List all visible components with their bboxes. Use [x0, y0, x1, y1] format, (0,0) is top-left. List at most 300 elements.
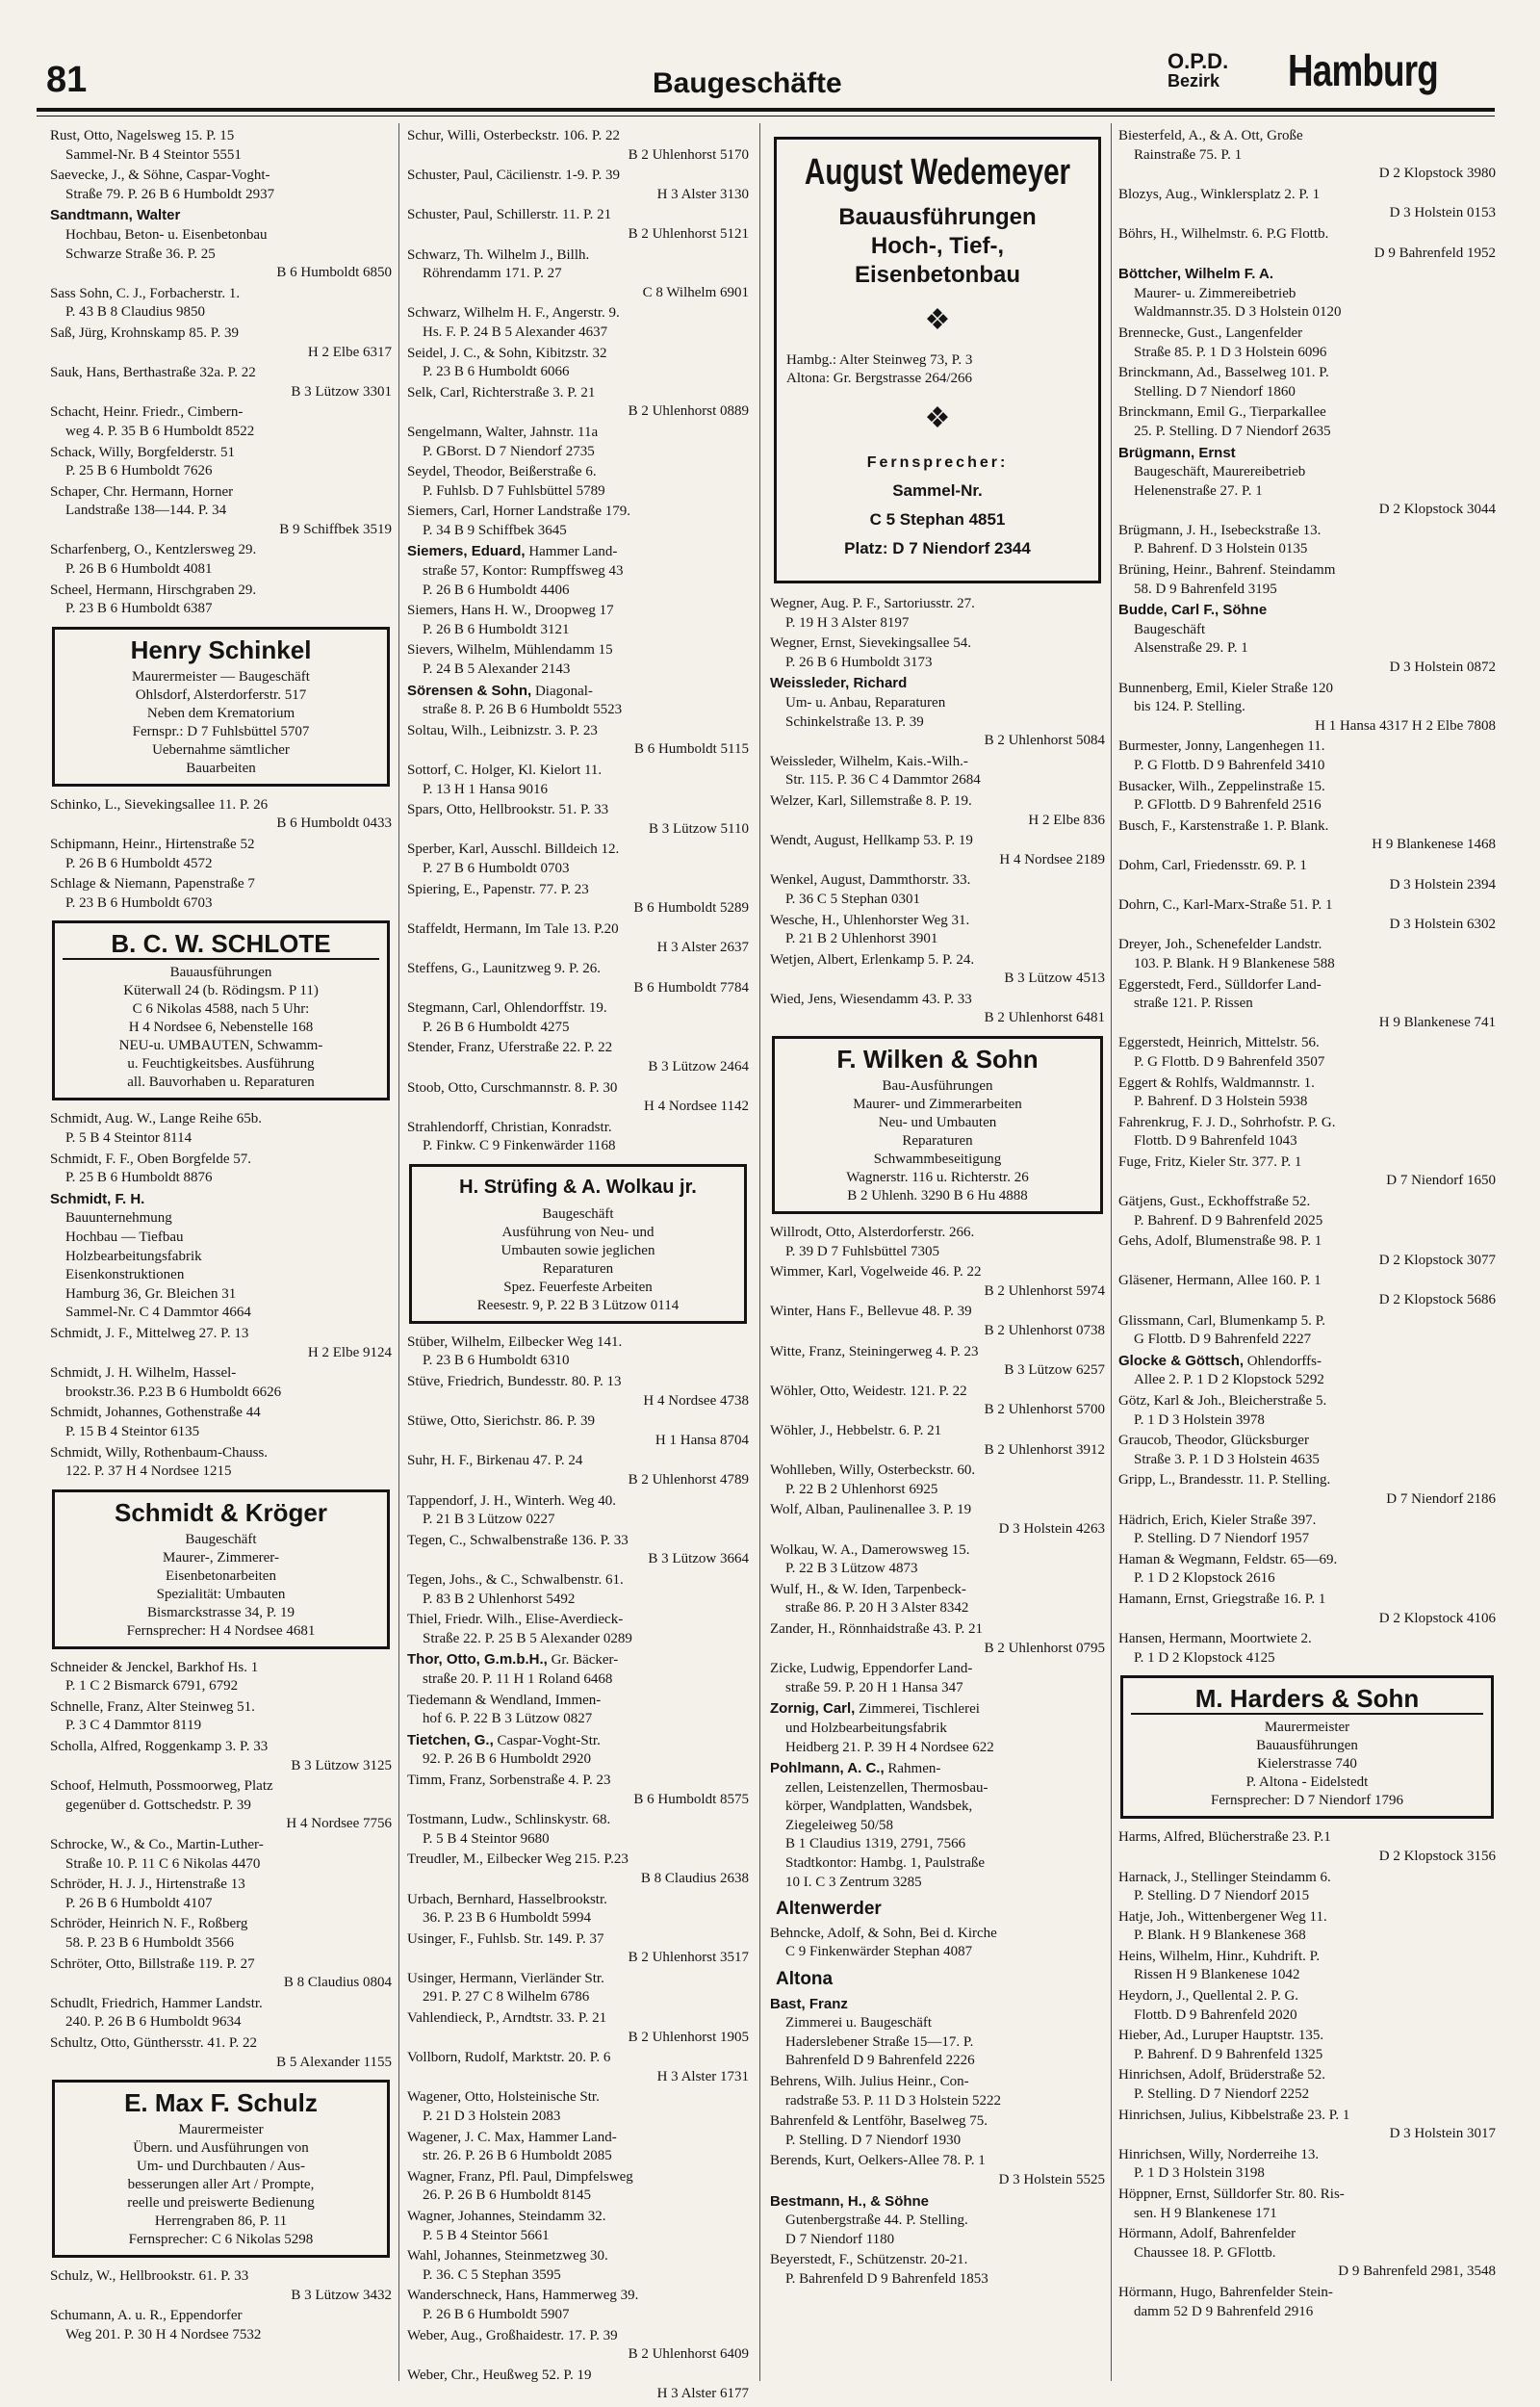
- directory-entry: [50, 403, 392, 441]
- entry-name: Bunnenberg, Emil, Kieler Straße 120: [1118, 680, 1334, 696]
- directory-entry: [50, 541, 392, 579]
- advert-box: [52, 2080, 390, 2258]
- entry-line: 240. P. 26 B 6 Humboldt 9634: [65, 2014, 242, 2031]
- entry-line: 25. P. Stelling. D 7 Niendorf 2635: [1134, 423, 1331, 439]
- entry-name: Brüning, Heinr., Bahrenf. Steindamm: [1118, 562, 1336, 579]
- entry-name: Weissleder, Wilhelm, Kais.-Wilh.-: [770, 753, 968, 769]
- entry-name: Schinko, L., Sievekingsallee 11. P. 26: [50, 796, 269, 813]
- region-line-1: O.P.D.: [1168, 49, 1229, 73]
- entry-line: P. 21 D 3 Holstein 2083: [423, 2109, 561, 2125]
- entry-name: Treudler, M., Eilbecker Weg 215. P.23: [407, 1851, 629, 1868]
- entry-line: 36. P. 23 B 6 Humboldt 5994: [423, 1910, 592, 1927]
- advert-line: Bau-Ausführungen: [882, 1078, 993, 1095]
- directory-entry: [50, 1915, 392, 1953]
- directory-entry: [1118, 1272, 1496, 1309]
- directory-entry: [770, 1383, 1105, 1420]
- entry-line: brookstr.36. P.23 B 6 Humboldt 6626: [65, 1384, 282, 1400]
- directory-entry: [770, 634, 1105, 672]
- directory-entry: [407, 2247, 749, 2285]
- directory-entry: [50, 2267, 392, 2305]
- directory-entry: [407, 463, 749, 501]
- entry-line: Baugeschäft, Maurereibetrieb: [1134, 464, 1306, 480]
- entry-name: Biesterfeld, A., & A. Ott, Große: [1118, 128, 1303, 143]
- entry-name: Wesche, H., Uhlenhorster Weg 31.: [770, 912, 970, 928]
- advert-line: Küterwall 24 (b. Rödingsm. P 11): [123, 983, 319, 999]
- page-number: 81: [46, 60, 88, 100]
- directory-entry: [407, 384, 749, 422]
- entry-line: Straße 22. P. 25 B 5 Alexander 0289: [423, 1630, 632, 1646]
- entry-name: Vollborn, Rudolf, Marktstr. 20. P. 6: [407, 2050, 611, 2066]
- directory-entry: [1118, 444, 1496, 520]
- entry-name: Dohm, Carl, Friedensstr. 69. P. 1: [1118, 857, 1307, 873]
- entry-line: Haderslebener Straße 15—17. P.: [785, 2033, 974, 2050]
- directory-entry: [50, 1876, 392, 1913]
- directory-entry: [1118, 1471, 1496, 1509]
- entry-line: P. 36. C 5 Stephan 3595: [423, 2266, 561, 2283]
- entry-name: Thiel, Friedr. Wilh., Elise-Averdieck-: [407, 1612, 624, 1628]
- entry-phone: D 3 Holstein 3017: [1389, 2126, 1496, 2142]
- directory-entry: [770, 753, 1105, 790]
- directory-entry: [50, 1995, 392, 2032]
- entry-phone: B 3 Lützow 2464: [648, 1058, 749, 1074]
- entry-name: Brennecke, Gust., Langenfelder: [1118, 324, 1303, 341]
- directory-entry: [770, 2073, 1105, 2110]
- directory-entry: [50, 1836, 392, 1874]
- entry-name-bold: Schmidt, F. H.: [50, 1190, 145, 1207]
- entry-name-rest: Zimmerei, Tischlerei: [855, 1701, 980, 1718]
- entry-line: Um- u. Anbau, Reparaturen: [785, 694, 946, 711]
- directory-entry: [50, 1444, 392, 1482]
- advert-line: Reesestr. 9, P. 22 B 3 Lützow 0114: [476, 1297, 680, 1313]
- advert-line: Schwammbeseitigung: [873, 1152, 1002, 1168]
- entry-name: [50, 1190, 392, 1210]
- entry-phone: B 3 Lützow 5110: [648, 820, 749, 837]
- directory-entry: [770, 1501, 1105, 1539]
- directory-entry: [407, 1333, 749, 1371]
- directory-entry: [1118, 680, 1496, 737]
- entry-name: [770, 1995, 1105, 2015]
- directory-entry: [1118, 364, 1496, 401]
- advert-line: Bismarckstrasse 34, P. 19: [147, 1604, 295, 1620]
- entry-line: straße 59. P. 20 H 1 Hansa 347: [785, 1679, 963, 1695]
- directory-entry: [1118, 127, 1496, 184]
- advert-line: Maurermeister — Baugeschäft: [132, 668, 310, 685]
- entry-line: körper, Wandplatten, Wandsbek,: [785, 1799, 973, 1815]
- entry-name: Spars, Otto, Hellbrookstr. 51. P. 33: [407, 802, 609, 818]
- directory-entry: [1118, 186, 1496, 223]
- entry-phone: B 2 Uhlenhorst 1905: [628, 2029, 749, 2045]
- directory-entry: [770, 1303, 1105, 1340]
- entry-name: Hamann, Ernst, Griegstraße 16. P. 1: [1118, 1591, 1326, 1607]
- entry-phone: B 8 Claudius 2638: [640, 1870, 749, 1886]
- entry-line: P. GFlottb. D 9 Bahrenfeld 2516: [1134, 797, 1322, 814]
- entry-name: Schack, Willy, Borgfelderstr. 51: [50, 444, 236, 460]
- directory-entry: [50, 875, 392, 913]
- entry-line: P. 1 D 3 Holstein 3978: [1134, 1411, 1265, 1428]
- entry-name: Weber, Aug., Großhaidestr. 17. P. 39: [407, 2327, 618, 2343]
- entry-name: Eggerstedt, Ferd., Sülldorfer Land-: [1118, 976, 1322, 993]
- entry-phone: B 6 Humboldt 0433: [276, 815, 392, 832]
- advert-address: Altona: Gr. Bergstrasse 264/266: [786, 371, 973, 386]
- entry-line: G Flottb. D 9 Bahrenfeld 2227: [1134, 1332, 1312, 1348]
- directory-entry: [407, 2009, 749, 2047]
- entry-phone: D 9 Bahrenfeld 1952: [1373, 245, 1496, 261]
- entry-name: Stüber, Wilhelm, Eilbecker Weg 141.: [407, 1333, 623, 1350]
- advert-line: besserungen aller Art / Prompte,: [127, 2177, 315, 2193]
- directory-entry: [1118, 601, 1496, 677]
- entry-name: [770, 674, 1105, 694]
- entry-name: Sottorf, C. Holger, Kl. Kielort 11.: [407, 763, 603, 778]
- entry-name: [407, 682, 749, 702]
- entry-phone: D 2 Klopstock 3044: [1378, 502, 1496, 518]
- advert-line: B 2 Uhlenh. 3290 B 6 Hu 4888: [847, 1188, 1028, 1204]
- entry-name: Usinger, Hermann, Vierländer Str.: [407, 1970, 604, 1986]
- entry-name: Bahrenfeld & Lentföhr, Baselweg 75.: [770, 2113, 988, 2130]
- page-title: Baugeschäfte: [653, 67, 842, 99]
- entry-line: Röhrendamm 171. P. 27: [423, 266, 562, 282]
- entry-phone: B 3 Lützow 3125: [291, 1757, 392, 1773]
- directory-entry: [770, 1581, 1105, 1618]
- entry-line: P. Finkw. C 9 Finkenwärder 1168: [423, 1138, 616, 1154]
- entry-name: Selk, Carl, Richterstraße 3. P. 21: [407, 384, 596, 401]
- entry-name-bold: Brügmann, Ernst: [1118, 444, 1236, 461]
- entry-line: P. 26 B 6 Humboldt 4572: [65, 855, 213, 871]
- section-heading: Altenwerder: [776, 1899, 882, 1920]
- directory-entry: [50, 1325, 392, 1362]
- entry-line: Waldmannstr.35. D 3 Holstein 0120: [1134, 304, 1342, 321]
- directory-entry: [50, 167, 392, 204]
- entry-line: 103. P. Blank. H 9 Blankenese 588: [1134, 955, 1335, 971]
- directory-entry: [50, 1698, 392, 1736]
- directory-entry: [1118, 1908, 1496, 1946]
- entry-name: Willrodt, Otto, Alsterdorferstr. 266.: [770, 1225, 975, 1241]
- entry-phone: B 2 Uhlenhorst 5121: [628, 225, 749, 242]
- entry-line: P. G Flottb. D 9 Bahrenfeld 3410: [1134, 758, 1325, 773]
- entry-name: Wegner, Ernst, Sievekingsallee 54.: [770, 635, 971, 652]
- directory-entry: [1118, 1392, 1496, 1430]
- entry-name: Soltau, Wilh., Leibnizstr. 3. P. 23: [407, 722, 598, 738]
- entry-phone: B 2 Uhlenhorst 0738: [984, 1323, 1105, 1339]
- advert-title: August Wedemeyer: [804, 152, 1071, 193]
- entry-name: Sauk, Hans, Berthastraße 32a. P. 22: [50, 365, 256, 381]
- entry-name: [1118, 265, 1496, 285]
- entry-name: Schuster, Paul, Cäcilienstr. 1-9. P. 39: [407, 168, 621, 184]
- entry-name: Graucob, Theodor, Glücksburger: [1118, 1433, 1309, 1449]
- entry-line: Eisenkonstruktionen: [65, 1267, 185, 1283]
- directory-entry: [770, 912, 1105, 949]
- advert-box: [1120, 1675, 1494, 1819]
- directory-entry: [50, 1659, 392, 1696]
- directory-entry: [50, 582, 392, 619]
- directory-entry: [50, 1110, 392, 1148]
- entry-phone: B 2 Uhlenhorst 3517: [628, 1950, 749, 1966]
- entry-name: Schröder, Heinrich N. F., Roßberg: [50, 1916, 248, 1932]
- entry-line: Stelling. D 7 Niendorf 1860: [1134, 383, 1296, 400]
- column-divider: [398, 123, 399, 2381]
- directory-entry: [1118, 1591, 1496, 1628]
- entry-name: [770, 1699, 1105, 1720]
- entry-line: P. 26 B 6 Humboldt 4406: [423, 582, 570, 598]
- directory-entry: [50, 1738, 392, 1775]
- entry-line: P. 22 B 3 Lützow 4873: [785, 1561, 918, 1577]
- entry-phone: B 3 Lützow 3664: [648, 1551, 749, 1567]
- directory-entry: [770, 674, 1105, 750]
- directory-entry: [407, 503, 749, 540]
- directory-entry: [770, 1422, 1105, 1460]
- entry-line: 92. P. 26 B 6 Humboldt 2920: [423, 1751, 592, 1768]
- directory-entry: [407, 1970, 749, 2007]
- entry-name: Harnack, J., Stellinger Steindamm 6.: [1118, 1869, 1331, 1885]
- entry-line: P. 26 B 6 Humboldt 4107: [65, 1895, 213, 1911]
- directory-entry: [407, 682, 749, 720]
- entry-line: P. Blank. H 9 Blankenese 368: [1134, 1928, 1306, 1944]
- entry-name: Fahrenkrug, F. J. D., Sohrhofstr. P. G.: [1118, 1114, 1336, 1130]
- entry-phone: D 3 Holstein 2394: [1389, 876, 1496, 893]
- directory-entry: [1118, 738, 1496, 775]
- entry-name: Stender, Franz, Uferstraße 22. P. 22: [407, 1040, 613, 1056]
- entry-phone: D 3 Holstein 0872: [1389, 660, 1496, 676]
- entry-line: P. 21 B 2 Uhlenhorst 3901: [785, 931, 938, 947]
- section-heading: Altona: [776, 1969, 834, 1990]
- entry-line: P. 26 B 6 Humboldt 5907: [423, 2306, 570, 2322]
- entry-phone: H 9 Blankenese 741: [1378, 1014, 1496, 1030]
- directory-entry: [407, 542, 749, 600]
- column-2: [407, 127, 749, 2406]
- entry-name: Gläsener, Hermann, Allee 160. P. 1: [1118, 1273, 1322, 1289]
- column-divider: [1111, 123, 1112, 2381]
- advert-title: E. Max F. Schulz: [124, 2088, 318, 2118]
- entry-line: P. 43 B 8 Claudius 9850: [65, 304, 206, 321]
- entry-line: P. 1 D 2 Klopstock 4125: [1134, 1649, 1275, 1666]
- entry-phone: D 3 Holstein 6302: [1389, 916, 1496, 932]
- advert-line: Bauausführungen: [169, 965, 272, 981]
- entry-name: [1118, 601, 1496, 621]
- entry-line: Allee 2. P. 1 D 2 Klopstock 5292: [1134, 1372, 1324, 1388]
- entry-line: Rainstraße 75. P. 1: [1134, 146, 1243, 163]
- entry-name: Seydel, Theodor, Beißerstraße 6.: [407, 464, 597, 480]
- entry-line: P. Bahrenf. D 9 Bahrenfeld 1325: [1134, 2046, 1323, 2062]
- page-header: [37, 27, 1500, 102]
- entry-name: Böhrs, H., Wilhelmstr. 6. P.G Flottb.: [1118, 225, 1329, 242]
- entry-name-rest: Ohlendorffs-: [1244, 1353, 1322, 1369]
- entry-name: Stüwe, Otto, Sierichstr. 86. P. 39: [407, 1413, 596, 1430]
- directory-entry: [770, 2112, 1105, 2150]
- directory-entry: [1118, 1114, 1496, 1152]
- directory-entry: [407, 1692, 749, 1729]
- directory-entry: [1118, 817, 1496, 855]
- directory-entry: [50, 285, 392, 323]
- entry-name: Scharfenberg, O., Kentzlersweg 29.: [50, 542, 257, 558]
- entry-line: P. 23 B 6 Humboldt 6703: [65, 894, 213, 911]
- entry-line: P. 3 C 4 Dammtor 8119: [65, 1718, 202, 1734]
- entry-line: Straße 10. P. 11 C 6 Nikolas 4470: [65, 1855, 261, 1872]
- entry-line: Gutenbergstraße 44. P. Stelling.: [785, 2213, 968, 2229]
- entry-name-bold: Siemers, Eduard,: [407, 543, 526, 560]
- directory-entry: [1118, 1312, 1496, 1350]
- advert-subtitle: Hoch-, Tief-,: [870, 233, 1005, 259]
- directory-entry: [407, 2208, 749, 2245]
- entry-name: Schoof, Helmuth, Possmoorweg, Platz: [50, 1778, 273, 1795]
- entry-name: Stüve, Friedrich, Bundesstr. 80. P. 13: [407, 1374, 622, 1390]
- entry-name: Saß, Jürg, Krohnskamp 85. P. 39: [50, 324, 239, 341]
- advert-line: Bauausführungen: [1256, 1738, 1358, 1754]
- entry-name-rest: Diagonal-: [531, 683, 593, 699]
- directory-entry: [407, 2168, 749, 2206]
- entry-phone: H 2 Elbe 6317: [307, 344, 392, 360]
- entry-line: Holzbearbeitungsfabrik: [65, 1248, 202, 1264]
- entry-name: Wöhler, J., Hebbelstr. 6. P. 21: [770, 1423, 942, 1438]
- entry-line: B 1 Claudius 1319, 2791, 7566: [785, 1836, 966, 1852]
- entry-name: Wied, Jens, Wiesendamm 43. P. 33: [770, 991, 972, 1007]
- entry-name: Brinckmann, Emil G., Tierparkallee: [1118, 404, 1326, 421]
- entry-phone: D 2 Klopstock 3077: [1378, 1252, 1496, 1268]
- entry-name-bold: Sandtmann, Walter: [50, 207, 181, 224]
- entry-name: Heins, Wilhelm, Hinr., Kuhdrift. P.: [1118, 1948, 1321, 1964]
- entry-name: Fuge, Fritz, Kieler Str. 377. P. 1: [1118, 1153, 1302, 1170]
- entry-name: Schmidt, J. F., Mittelweg 27. P. 13: [50, 1325, 249, 1341]
- directory-entry: [770, 1343, 1105, 1381]
- entry-name: Hörmann, Adolf, Bahrenfelder: [1118, 2226, 1296, 2242]
- entry-phone: B 3 Lützow 3301: [291, 383, 392, 400]
- entry-phone: H 3 Alster 1731: [656, 2068, 749, 2084]
- entry-name: Schrocke, W., & Co., Martin-Luther-: [50, 1837, 264, 1853]
- directory-entry: [407, 304, 749, 342]
- advert-box: [52, 1489, 390, 1649]
- directory-entry: [1118, 324, 1496, 362]
- entry-line: P. 27 B 6 Humboldt 0703: [423, 860, 570, 876]
- directory-entry: [50, 2034, 392, 2072]
- advert-line: Wagnerstr. 116 u. Richterstr. 26: [846, 1170, 1029, 1186]
- entry-phone: D 7 Niendorf 1650: [1386, 1173, 1496, 1189]
- advert-line: Ohlsdorf, Alsterdorferstr. 517: [135, 686, 307, 703]
- entry-phone: D 3 Holstein 4263: [998, 1520, 1105, 1537]
- entry-line: Straße 85. P. 1 D 3 Holstein 6096: [1134, 344, 1327, 360]
- entry-line: P. 23 B 6 Humboldt 6066: [423, 364, 570, 380]
- directory-entry: [1118, 2186, 1496, 2223]
- entry-line: hof 6. P. 22 B 3 Lützow 0827: [423, 1711, 593, 1727]
- advert-box: [52, 627, 390, 787]
- directory-entry: [770, 871, 1105, 909]
- entry-line: Maurer- u. Zimmereibetrieb: [1134, 285, 1296, 301]
- directory-entry: [1118, 1869, 1496, 1906]
- entry-line: P. 26 B 6 Humboldt 4275: [423, 1019, 570, 1035]
- entry-name: Zander, H., Rönnhaidstraße 43. P. 21: [770, 1620, 984, 1637]
- directory-entry: [407, 2367, 749, 2404]
- entry-phone: H 1 Hansa 4317 H 2 Elbe 7808: [1315, 717, 1496, 734]
- entry-line: P. 36 C 5 Stephan 0301: [785, 891, 921, 907]
- entry-name: [407, 1650, 749, 1670]
- entry-name: Tiedemann & Wendland, Immen-: [407, 1692, 602, 1708]
- entry-line: P. 15 B 4 Steintor 6135: [65, 1423, 200, 1439]
- entry-name: Wimmer, Karl, Vogelweide 46. P. 22: [770, 1264, 982, 1281]
- entry-name: Wendt, August, Hellkamp 53. P. 19: [770, 833, 973, 849]
- directory-entry: [407, 127, 749, 165]
- entry-line: Chaussee 18. P. GFlottb.: [1134, 2244, 1276, 2261]
- advert-line: Umbauten sowie jeglichen: [500, 1242, 655, 1258]
- entry-name: Siemers, Hans H. W., Droopweg 17: [407, 603, 614, 619]
- entry-name: [50, 206, 392, 226]
- entry-name: Brinckmann, Ad., Basselweg 101. P.: [1118, 365, 1329, 381]
- entry-line: 10 I. C 3 Zentrum 3285: [785, 1874, 922, 1890]
- entry-name: Steffens, G., Launitzweg 9. P. 26.: [407, 960, 601, 976]
- entry-phone: B 8 Claudius 0804: [283, 1975, 392, 1991]
- city-name: Hamburg: [1288, 45, 1438, 95]
- advert-line: reelle und preiswerte Bedienung: [127, 2195, 315, 2212]
- header-rule: [37, 108, 1495, 112]
- entry-name: Eggerstedt, Heinrich, Mittelstr. 56.: [1118, 1035, 1320, 1051]
- entry-line: P. Stelling. D 7 Niendorf 1957: [1134, 1531, 1310, 1547]
- entry-name-bold: Glocke & Göttsch,: [1118, 1352, 1245, 1369]
- entry-line: P. 22 B 2 Uhlenhorst 6925: [785, 1481, 938, 1497]
- entry-line: 58. D 9 Bahrenfeld 3195: [1134, 581, 1277, 597]
- entry-name: Dreyer, Joh., Schenefelder Landstr.: [1118, 937, 1322, 953]
- entry-phone: B 2 Uhlenhorst 5700: [984, 1402, 1105, 1418]
- entry-name: Schneider & Jenckel, Barkhof Hs. 1: [50, 1659, 259, 1675]
- entry-line: P. 19 H 3 Alster 8197: [785, 614, 910, 631]
- entry-line: P. 83 B 2 Uhlenhorst 5492: [423, 1591, 576, 1607]
- directory-entry: [407, 2049, 749, 2086]
- entry-name-bold: Bestmann, H., & Söhne: [770, 2192, 930, 2210]
- entry-name: Siemers, Carl, Horner Landstraße 179.: [407, 504, 631, 520]
- entry-phone: B 3 Lützow 4513: [1004, 971, 1105, 987]
- entry-line: sen. H 9 Blankenese 171: [1134, 2205, 1277, 2221]
- directory-entry: [407, 641, 749, 679]
- entry-name: Heydorn, J., Quellental 2. P. G.: [1118, 1988, 1299, 2005]
- directory-entry: [1118, 896, 1496, 934]
- entry-name: Urbach, Bernhard, Hasselbrookstr.: [407, 1891, 607, 1907]
- directory-entry: [1118, 1630, 1496, 1668]
- directory-entry: [50, 836, 392, 873]
- entry-line: straße 57, Kontor: Rumpffsweg 43: [423, 563, 624, 580]
- entry-name: Wenkel, August, Dammthorstr. 33.: [770, 872, 971, 889]
- directory-entry: [407, 1611, 749, 1648]
- entry-line: P. 23 B 6 Humboldt 6387: [65, 601, 213, 617]
- entry-phone: B 6 Humboldt 5115: [633, 741, 749, 758]
- directory-entry: [1118, 976, 1496, 1033]
- entry-name: Busch, F., Karstenstraße 1. P. Blank.: [1118, 817, 1329, 834]
- directory-entry: [770, 1263, 1105, 1301]
- entry-line: straße 121. P. Rissen: [1134, 996, 1253, 1012]
- directory-entry: [1118, 2027, 1496, 2064]
- directory-entry: [407, 762, 749, 799]
- directory-entry: [1118, 1512, 1496, 1549]
- entry-phone: H 2 Elbe 9124: [307, 1344, 392, 1360]
- entry-line: 58. P. 23 B 6 Humboldt 3566: [65, 1935, 235, 1951]
- directory-entry: [1118, 1232, 1496, 1270]
- entry-name: Witte, Franz, Steiningerweg 4. P. 23: [770, 1343, 979, 1359]
- directory-entry: [770, 2251, 1105, 2289]
- entry-name: Harms, Alfred, Blücherstraße 23. P.1: [1118, 1829, 1331, 1846]
- entry-name: Schacht, Heinr. Friedr., Cimbern-: [50, 404, 244, 421]
- advert-line: Fernsprecher: H 4 Nordsee 4681: [126, 1622, 316, 1639]
- entry-name: Schultz, Otto, Günthersstr. 41. P. 22: [50, 2034, 258, 2051]
- directory-entry: [50, 364, 392, 401]
- entry-line: gegenüber d. Gottschedstr. P. 39: [65, 1797, 251, 1813]
- entry-line: P. 23 B 6 Humboldt 6310: [423, 1353, 570, 1369]
- directory-entry: [1118, 1987, 1496, 2025]
- directory-entry: [407, 841, 749, 878]
- entry-name: [407, 1731, 749, 1751]
- diamond-ornament: ❖: [924, 402, 951, 434]
- directory-entry: [770, 951, 1105, 989]
- entry-line: P. Stelling. D 7 Niendorf 1930: [785, 2132, 962, 2148]
- advert-subtitle: Bauausführungen: [838, 204, 1037, 230]
- entry-name: Sievers, Wilhelm, Mühlendamm 15: [407, 642, 613, 659]
- advert-box: [772, 1036, 1103, 1214]
- directory-entry: [407, 1772, 749, 1809]
- entry-name: Stegmann, Carl, Ohlendorffstr. 19.: [407, 1000, 607, 1017]
- entry-line: Sammel-Nr. B 4 Steintor 5551: [65, 146, 242, 163]
